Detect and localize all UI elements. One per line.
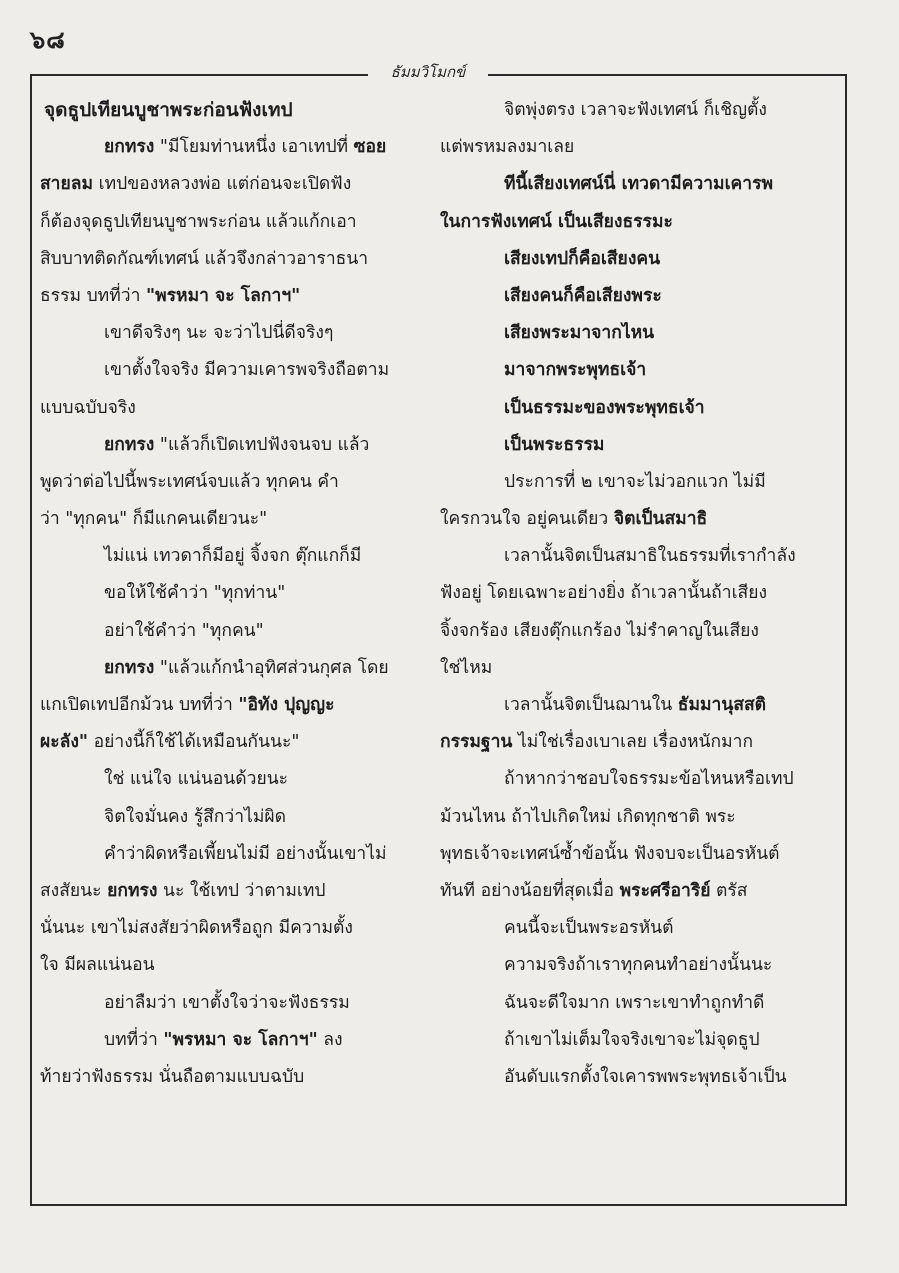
text-line — [440, 427, 832, 464]
bold-text: ยกทรง — [104, 137, 155, 158]
text-line — [440, 1022, 832, 1059]
bold-text: สายลม — [40, 174, 94, 195]
text-line — [40, 427, 418, 464]
text-line — [440, 873, 832, 910]
text-span: ไม่ใช่เรื่องเบาเลย เรื่องหนักมาก — [512, 732, 754, 753]
bold-text: เสียงพระมาจากไหน — [504, 323, 655, 344]
text-line — [40, 538, 418, 575]
bold-text: ธัมมานุสสติ — [677, 695, 767, 715]
text-span: อย่างนี้ก็ใช้ได้เหมือนกันนะ" — [88, 732, 300, 753]
text-line — [440, 836, 832, 873]
text-line — [40, 1059, 418, 1096]
text-span: คำว่าผิดหรือเพี้ยนไม่มี อย่างนั้นเขาไม่ — [104, 843, 387, 864]
text-line — [440, 352, 832, 389]
page-number: ๖๘ — [30, 25, 66, 54]
text-span: ก็ต้องจุดธูปเทียนบูชาพระก่อน แล้วแก้กเอา — [40, 211, 357, 232]
text-line — [40, 278, 418, 315]
text-span: พุทธเจ้าจะเทศน์ซ้ำข้อนั้น ฟังจบจะเป็นอรหันต์ — [440, 843, 780, 864]
running-header: ธัมมวิโมกข์ — [390, 63, 466, 81]
bold-text: เสียงคนก็คือเสียงพระ — [504, 285, 662, 306]
text-line — [40, 910, 418, 947]
bold-text: ทีนี้เสียงเทศน์นี่ เทวดามีความเคารพ — [504, 174, 774, 195]
text-line — [40, 761, 418, 798]
text-line — [40, 799, 418, 836]
text-line — [40, 873, 418, 910]
bold-text: "พรหมา จะ โลกาฯ" — [145, 285, 301, 306]
text-line — [440, 947, 832, 984]
text-span: เวลานั้นจิตเป็นสมาธิในธรรมที่เรากำลัง — [504, 546, 796, 567]
text-line — [40, 315, 418, 352]
text-span: นั่นนะ เขาไม่สงสัยว่าผิดหรือถูก มีความตั้ง — [40, 918, 353, 939]
text-span: ลง — [317, 1029, 343, 1050]
text-line — [440, 129, 832, 166]
text-span: พูดว่าต่อไปนี้พระเทศน์จบแล้ว ทุกคน คำ — [40, 471, 339, 492]
text-line — [40, 464, 418, 501]
text-span: นะ ใช้เทป ว่าตามเทป — [157, 880, 326, 901]
text-line — [440, 204, 832, 241]
text-span: "แล้วแก้กนำอุทิศส่วนกุศล โดย — [154, 657, 389, 678]
text-line — [40, 204, 418, 241]
section-heading: จุดธูปเทียนบูชาพระก่อนฟังเทป — [44, 99, 293, 121]
bold-text: มาจากพระพุทธเจ้า — [504, 360, 647, 381]
text-line — [440, 278, 832, 315]
text-span: ฉันจะดีใจมาก เพราะเขาทำถูกทำดี — [504, 992, 765, 1013]
text-span: เขาตั้งใจจริง มีความเคารพจริงถือตาม — [104, 360, 390, 381]
text-span: สงสัยนะ — [40, 880, 108, 901]
text-span: เทปของหลวงพ่อ แต่ก่อนจะเปิดฟัง — [93, 174, 352, 195]
text-line — [40, 836, 418, 873]
bold-text: ผะลัง" — [40, 732, 89, 753]
text-span: อันดับแรกตั้งใจเคารพพระพุทธเจ้าเป็น — [504, 1066, 787, 1087]
bold-text: ยกทรง — [104, 657, 155, 678]
text-line — [440, 575, 832, 612]
bold-text: เป็นพระธรรม — [504, 434, 605, 455]
text-line — [440, 985, 832, 1022]
text-line — [440, 1059, 832, 1096]
text-span: แบบฉบับจริง — [40, 397, 136, 418]
bold-text: ซอย — [353, 137, 387, 158]
text-span: เขาดีจริงๆ นะ จะว่าไปนี่ดีจริงๆ — [104, 323, 334, 344]
text-span: อย่าลืมว่า เขาตั้งใจว่าจะฟังธรรม — [104, 992, 350, 1013]
text-span: ตรัส — [710, 880, 748, 901]
text-line — [40, 1022, 418, 1059]
text-span: "มีโยมท่านหนึ่ง เอาเทปที่ — [154, 137, 354, 158]
text-line — [40, 724, 418, 761]
text-line — [40, 129, 418, 166]
text-span: ถ้าเขาไม่เต็มใจจริงเขาจะไม่จุดธูป — [504, 1029, 760, 1050]
text-span: ใจ มีผลแน่นอน — [40, 955, 155, 976]
text-line — [40, 501, 418, 538]
text-line — [40, 166, 418, 203]
bold-text: เสียงเทปก็คือเสียงคน — [504, 248, 661, 269]
text-line — [440, 687, 832, 724]
text-span: คนนี้จะเป็นพระอรหันต์ — [504, 918, 674, 939]
text-span: แต่พรหมลงมาเลย — [440, 137, 575, 158]
text-span: ขอให้ใช้คำว่า "ทุกท่าน" — [104, 583, 286, 604]
bold-text: ยกทรง — [104, 434, 155, 455]
text-line — [40, 687, 418, 724]
text-span: ประการที่ ๒ เขาจะไม่วอกแวก ไม่มี — [504, 471, 766, 492]
text-line — [440, 613, 832, 650]
text-line — [40, 650, 418, 687]
bold-text: "อิทัง ปุญญะ — [238, 695, 335, 715]
text-span: แกเปิดเทปอีกม้วน บทที่ว่า — [40, 695, 239, 715]
bold-text: กรรมฐาน — [440, 732, 513, 753]
text-line — [440, 315, 832, 352]
text-span: อย่าใช้คำว่า "ทุกคน" — [104, 620, 264, 641]
text-span: ถ้าหากว่าชอบใจธรรมะข้อไหนหรือเทป — [504, 769, 794, 790]
text-line — [40, 613, 418, 650]
text-span: ว่า "ทุกคน" ก็มีแกคนเดียวนะ" — [40, 509, 268, 530]
text-line — [40, 352, 418, 389]
right-column — [440, 92, 832, 1096]
bold-text: ในการฟังเทศน์ เป็นเสียงธรรมะ — [440, 211, 673, 232]
text-line — [440, 464, 832, 501]
text-span: ไม่แน่ เทวดาก็มีอยู่ จิ้งจก ตุ๊กแกก็มี — [104, 546, 362, 567]
text-line — [440, 501, 832, 538]
bold-text: จิตเป็นสมาธิ — [613, 509, 708, 530]
bold-text: ยกทรง — [107, 880, 158, 901]
text-span: จิตใจมั่นคง รู้สึกว่าไม่ผิด — [104, 806, 287, 827]
bold-text: "พรหมา จะ โลกาฯ" — [163, 1029, 318, 1050]
text-line — [440, 390, 832, 427]
text-line — [440, 724, 832, 761]
text-span: ม้วนไหน ถ้าไปเกิดใหม่ เกิดทุกชาติ พระ — [440, 806, 736, 827]
text-line — [440, 241, 832, 278]
text-line — [40, 390, 418, 427]
text-span: ใครกวนใจ อยู่คนเดียว — [440, 509, 614, 530]
text-span: ใช่ไหม — [440, 657, 493, 678]
text-line — [440, 538, 832, 575]
text-span: เวลานั้นจิตเป็นฌานใน — [504, 695, 678, 715]
text-span: จิตพุ่งตรง เวลาจะฟังเทศน์ ก็เชิญตั้ง — [504, 100, 767, 120]
text-span: ท้ายว่าฟังธรรม นั่นถือตามแบบฉบับ — [40, 1066, 305, 1087]
text-line — [440, 92, 832, 129]
text-span: ใช่ แน่ใจ แน่นอนด้วยนะ — [104, 769, 289, 790]
text-span: ความจริงถ้าเราทุกคนทำอย่างนั้นนะ — [504, 955, 773, 976]
text-line — [440, 910, 832, 947]
text-span: ฟังอยู่ โดยเฉพาะอย่างยิ่ง ถ้าเวลานั้นถ้าเสียง — [440, 583, 768, 604]
left-column — [40, 92, 418, 1096]
text-line — [440, 166, 832, 203]
text-line — [440, 650, 832, 687]
text-line — [40, 241, 418, 278]
text-span: ธรรม บทที่ว่า — [40, 285, 146, 306]
text-span: บทที่ว่า — [104, 1029, 164, 1050]
text-line — [40, 985, 418, 1022]
text-span: สิบบาทติดกัณฑ์เทศน์ แล้วจึงกล่าวอาราธนา — [40, 248, 369, 269]
text-span: จิ้งจกร้อง เสียงตุ๊กแกร้อง ไม่รำคาญในเสียง — [440, 620, 759, 641]
text-line — [440, 799, 832, 836]
text-line — [440, 761, 832, 798]
text-span: "แล้วก็เปิดเทปฟังจนจบ แล้ว — [154, 434, 370, 455]
text-line — [40, 947, 418, 984]
bold-text: เป็นธรรมะของพระพุทธเจ้า — [504, 397, 705, 418]
text-span: ทันที อย่างน้อยที่สุดเมื่อ — [440, 880, 620, 901]
bold-text: พระศรีอาริย์ — [619, 880, 711, 901]
text-line — [40, 575, 418, 612]
